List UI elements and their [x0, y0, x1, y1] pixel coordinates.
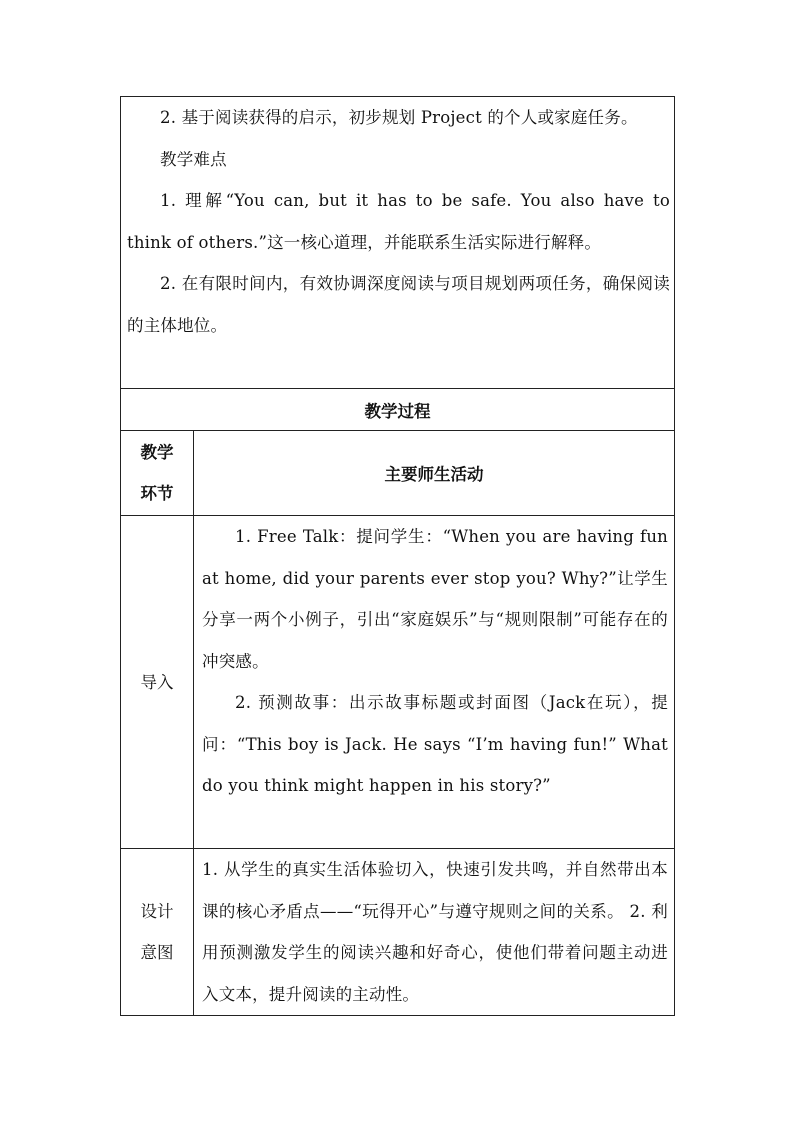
- design-intent-text: 1. 从学生的真实生活体验切入，快速引发共鸣，并自然带出本课的核心矛盾点——“玩得开心”与遵守规则之间的关系。 2. 利用预测激发学生的阅读兴趣和好奇心，使他们带着问题主动进入文本，提升阅读的主动性。: [202, 860, 668, 1004]
- process-title: 教学过程: [121, 389, 675, 431]
- intro-activity-cell: [194, 516, 675, 849]
- stage-design-intent: [121, 849, 194, 1016]
- design-intent-cell: [194, 849, 675, 1016]
- column-header-stage: [121, 431, 194, 516]
- process-title-row: [121, 389, 675, 431]
- design-row: [121, 849, 675, 1016]
- difficulty-title: 教学难点: [160, 149, 227, 169]
- column-header-activity: 主要师生活动: [194, 431, 675, 516]
- difficulty-point-2: 2. 在有限时间内，有效协调深度阅读与项目规划两项任务，确保阅读的主体地位。: [127, 274, 670, 335]
- objective-point-2: 2. 基于阅读获得的启示，初步规划 Project 的个人或家庭任务。: [160, 108, 638, 127]
- intro-activity-2: 2. 预测故事：出示故事标题或封面图（Jack在玩），提问：“This boy is Jack. He says “I’m having fun!” What do you think might happen in his story?”: [202, 693, 668, 795]
- objectives-row: [121, 97, 675, 389]
- process-header-row: [121, 431, 675, 516]
- stage-intro: 导入: [121, 516, 194, 849]
- objectives-cell: [121, 97, 675, 389]
- intro-row: [121, 516, 675, 849]
- intro-activity-1: 1. Free Talk：提问学生：“When you are having fun at home, did your parents ever stop you? Why?”让学生分享一两个小例子，引出“家庭娱乐”与“规则限制”可能存在的冲突感。: [202, 527, 668, 671]
- column-header-stage-text: 教学环节: [140, 443, 174, 503]
- difficulty-point-1: 1. 理解“You can, but it has to be safe. You also have to think of others.”这一核心道理，并能联系生活实际进行解释。: [127, 191, 670, 252]
- lesson-plan-table: [120, 96, 675, 1016]
- stage-design-intent-text: 设计意图: [140, 902, 174, 962]
